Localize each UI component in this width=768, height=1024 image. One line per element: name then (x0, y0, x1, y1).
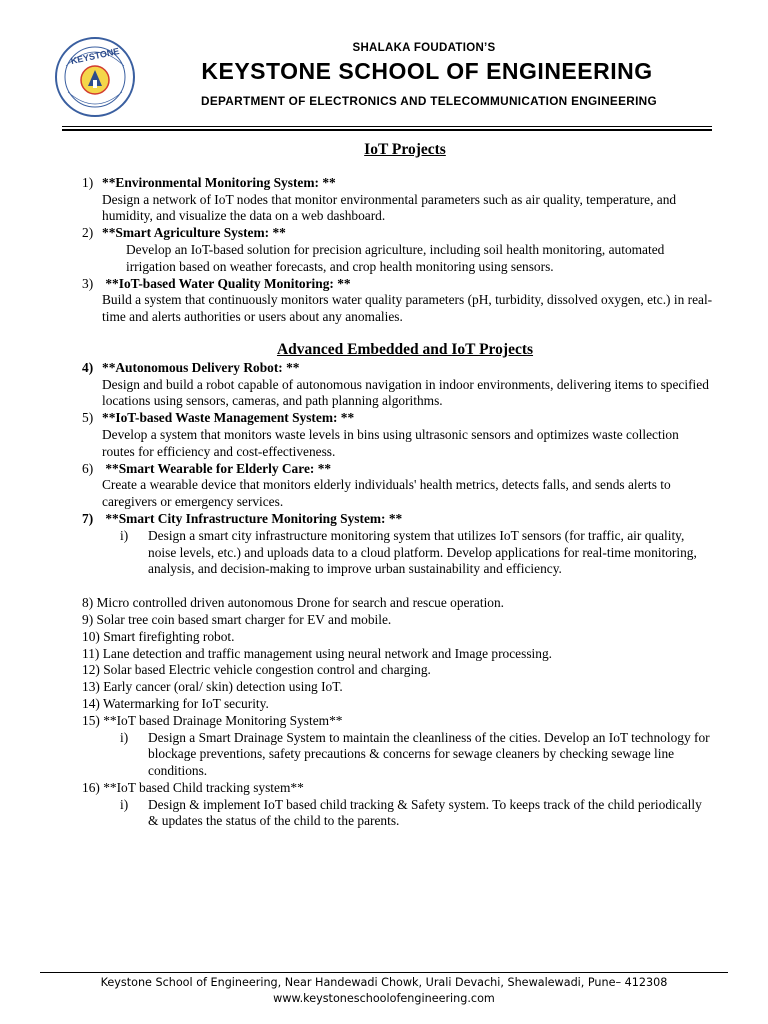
school-name: KEYSTONE SCHOOL OF ENGINEERING (201, 58, 653, 84)
item-title: **IoT-based Water Quality Monitoring: ** (102, 275, 351, 291)
item-number: 5) (82, 410, 94, 426)
list-item: 12) Solar based Electric vehicle congestion control and charging. (82, 662, 431, 678)
list-item: 13) Early cancer (oral/ skin) detection using IoT. (82, 679, 343, 695)
item-description: Design & implement IoT based child tracking & Safety system. To keeps track of the child periodically & updates the status of the child to the parents. (148, 796, 702, 829)
header-rule-thick (62, 129, 712, 131)
item-title: **IoT-based Waste Management System: ** (102, 410, 355, 426)
logo-text: KEYSTONE (69, 45, 121, 67)
sub-item-number: i) (120, 729, 129, 745)
item-description: Design and build a robot capable of autonomous navigation in indoor environments, delivering items to specified locations using sensors, cameras, and path planning algorithms. (102, 376, 709, 409)
item-title: **Autonomous Delivery Robot: ** (102, 359, 300, 375)
item-title: **Smart Agriculture System: ** (102, 225, 286, 241)
footer-rule (40, 972, 728, 973)
item-number: 2) (82, 225, 94, 241)
item-description: Design a network of IoT nodes that monitor environmental parameters such as air quality, temperature, and humidity, and visualize the data on a web dashboard. (102, 191, 677, 224)
footer-website: www.keystoneschoolofengineering.com (273, 992, 495, 1005)
section-title-advanced: Advanced Embedded and IoT Projects (276, 340, 534, 358)
item-title: 15) **IoT based Drainage Monitoring System** (82, 712, 343, 728)
item-number: 6) (82, 460, 94, 476)
item-number: 7) (82, 510, 94, 526)
item-number: 3) (82, 275, 94, 291)
item-description: Create a wearable device that monitors elderly individuals' health metrics, detects falls, and sends alerts to caregivers or emergency services. (102, 477, 671, 510)
list-item: 11) Lane detection and traffic management using neural network and Image processing. (82, 645, 552, 661)
project-item (82, 175, 714, 225)
project-item (82, 461, 714, 511)
item-number: 4) (82, 359, 94, 375)
list-item: 8) Micro controlled driven autonomous Drone for search and rescue operation. (82, 595, 505, 611)
item-number: 1) (82, 174, 94, 190)
item-title: **Environmental Monitoring System: ** (102, 174, 336, 190)
item-description: Design a Smart Drainage System to maintain the cleanliness of the cities. Develop an IoT technology for blockage preventions, safety precautions & concerns for sewage cleaners by checking sewage line conditions. (148, 729, 710, 779)
header-rule (62, 126, 712, 127)
sub-item (82, 730, 714, 780)
project-item (82, 410, 714, 460)
list-item: 10) Smart firefighting robot. (82, 628, 235, 644)
project-item (82, 780, 714, 830)
sub-item-number: i) (120, 796, 129, 812)
project-item (82, 225, 714, 275)
item-description: Build a system that continuously monitors water quality parameters (pH, turbidity, dissolved oxygen, etc.) in real-time and alerts authorities or users about any anomalies. (102, 292, 713, 325)
project-item (82, 511, 714, 578)
section-title-iot: IoT Projects (364, 141, 446, 158)
item-description: Develop an IoT-based solution for precision agriculture, including soil health monitoring, automated irrigation based on weather forecasts, and crop health monitoring using sensors. (126, 241, 665, 274)
project-item (82, 360, 714, 410)
sub-item (82, 528, 714, 578)
item-description: Design a smart city infrastructure monitoring system that utilizes IoT sensors (for traffic, air quality, noise levels, etc.) and uploads data to a cloud platform. Develop applications for real-time monitoring, analysis, and decision-making to improve urban sustainability and efficiency. (148, 527, 697, 577)
project-item (82, 276, 714, 326)
foundation-name: SHALAKA FOUDATION’S (352, 42, 496, 54)
document-body (82, 142, 714, 830)
sub-item-number: i) (120, 527, 129, 543)
list-item: 9) Solar tree coin based smart charger for EV and mobile. (82, 611, 392, 627)
item-title: **Smart City Infrastructure Monitoring System: ** (102, 510, 403, 526)
sub-item (82, 797, 714, 831)
project-item (82, 713, 714, 780)
department-name: DEPARTMENT OF ELECTRONICS AND TELECOMMUNICATION ENGINEERING (201, 94, 657, 108)
item-title: **Smart Wearable for Elderly Care: ** (102, 460, 332, 476)
item-description: Develop a system that monitors waste levels in bins using ultrasonic sensors and optimizes waste collection routes for efficiency and cost-effectiveness. (102, 426, 679, 459)
footer-address: Keystone School of Engineering, Near Handewadi Chowk, Urali Devachi, Shewalewadi, Pune– 412308 (100, 976, 668, 989)
list-item: 14) Watermarking for IoT security. (82, 695, 269, 711)
item-title: 16) **IoT based Child tracking system** (82, 779, 304, 795)
